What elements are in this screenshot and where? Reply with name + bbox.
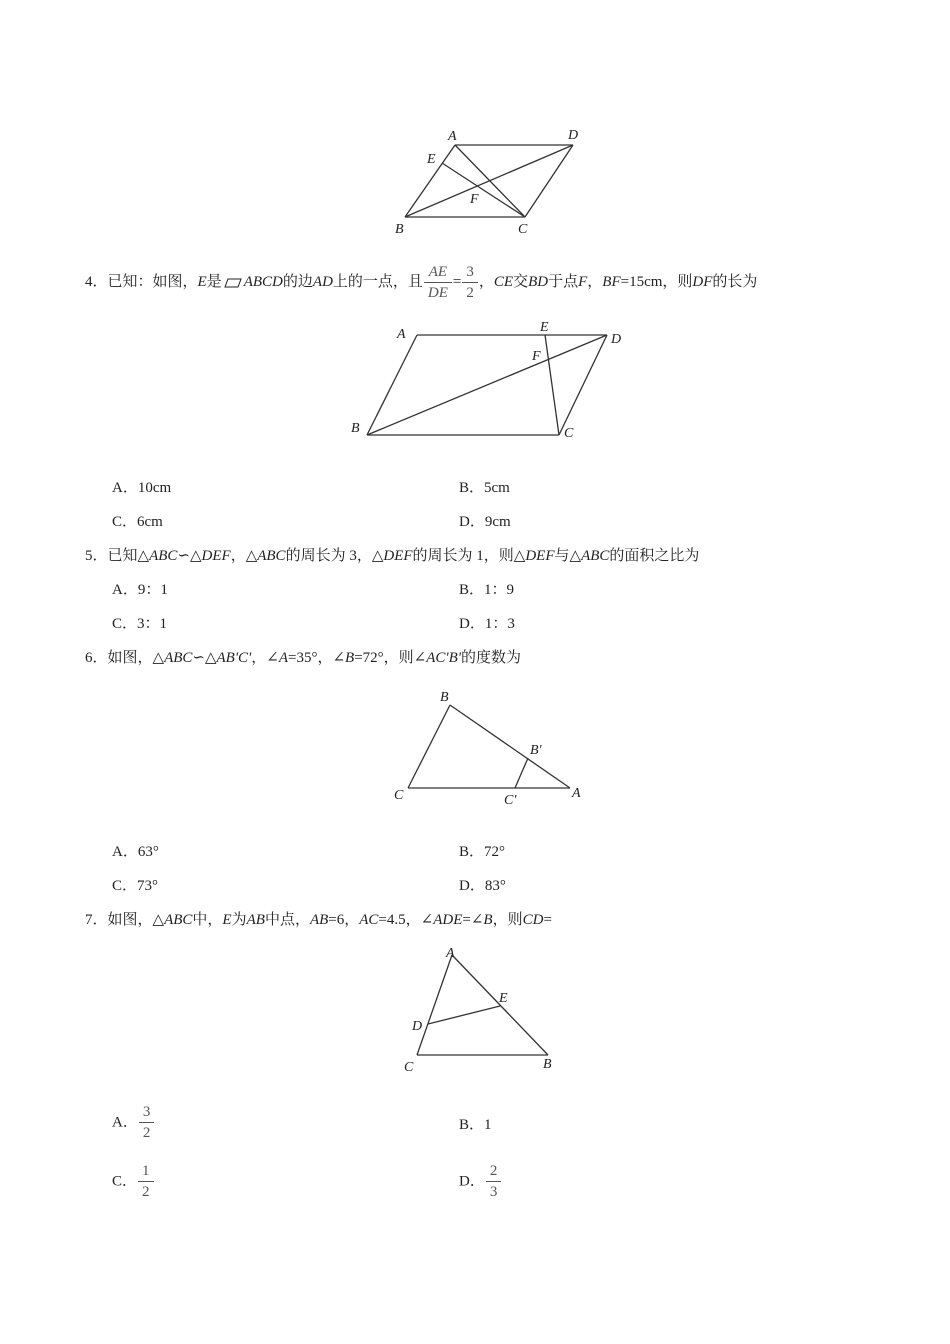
q5-option-c[interactable]: C．3：1 [112,616,168,632]
q7-option-a-fraction [141,1102,153,1143]
q4-text: 于点 [548,273,579,290]
fig1-label-d: D [568,128,579,143]
q6-text: 如图，△ [107,650,165,666]
q7-option-a[interactable] [112,1102,155,1143]
q4-text: =15cm，则 [620,273,693,290]
q5-text: 已知△ [107,548,150,564]
q5-option-b[interactable]: B．1：9 [459,582,515,598]
q4-option-a[interactable]: A．10cm [112,480,172,496]
fig1-label-b: B [395,222,404,237]
q7-option-b[interactable]: B．1 [459,1117,492,1133]
q6-fig-label-b: B [440,690,449,705]
q5-text: ∽△ [177,548,202,564]
q6-text: =72°，则∠ [354,650,427,666]
fig1-label-a: A [448,129,457,144]
q4-fig-label-c: C [564,426,574,441]
q5-option-a[interactable]: A．9：1 [112,582,168,598]
q6-option-a[interactable]: A．63° [112,844,159,860]
q7-number: 7． [85,912,108,928]
question-6 [85,648,521,668]
q7-option-c-fraction [140,1161,152,1202]
question-7 [85,910,552,930]
q6-text: =35°，∠ [288,650,346,666]
q4-figure [345,315,635,450]
q4-var: ABCD [243,273,283,290]
q7-option-d-denominator: 3 [489,1184,498,1200]
q4-value-numerator: 3 [466,264,474,280]
q7-text: =6， [328,912,360,928]
q5-var: DEF [201,548,231,564]
q4-var: AD [312,273,333,290]
q7-figure-svg [395,940,565,1080]
q6-text: 的度数为 [461,650,522,666]
q5-option-d[interactable]: D．1：3 [459,616,515,632]
q7-var: AB [309,912,329,928]
q7-option-d-fraction [488,1161,500,1202]
q5-text: ，△ [230,548,258,564]
q4-var: CE [493,273,514,290]
fig1-label-f: F [470,192,479,207]
q6-fig-label-b-prime: B′ [530,743,542,758]
fig1-label-c: C [518,222,528,237]
q6-var: ABC [164,650,193,666]
q7-fig-label-a: A [446,946,455,961]
q4-text: 是 [206,273,222,290]
q7-option-a-denominator: 2 [142,1125,151,1141]
q4-option-b[interactable]: B．5cm [459,480,510,496]
q7-text: = [543,912,552,928]
q7-var: ADE [433,912,463,928]
q4-value-denominator: 2 [466,285,474,301]
q4-text: ， [478,273,494,290]
q4-option-c[interactable]: C．6cm [112,514,163,530]
q7-option-a-prefix: A． [112,1114,138,1131]
q4-text: 的边 [282,273,313,290]
q4-var: BD [528,273,549,290]
q5-number: 5． [85,548,108,564]
parallelogram-icon [224,278,242,288]
q7-fig-label-e: E [499,991,508,1006]
q4-text: ， [587,273,603,290]
q6-option-d[interactable]: D．83° [459,878,506,894]
q7-option-d-prefix: D． [459,1173,485,1190]
q6-figure-svg [390,685,590,810]
q7-option-d-numerator: 2 [489,1163,498,1179]
q6-text: ∽△ [192,650,217,666]
q4-fig-label-f: F [532,349,541,364]
q4-fig-label-e: E [540,320,549,335]
q4-text: 已知：如图， [107,273,198,290]
q7-option-c-prefix: C． [112,1173,138,1190]
q7-text: 中点， [264,912,310,928]
q7-option-c[interactable] [112,1161,155,1202]
q7-var: B [483,912,493,928]
q5-text: 与△ [554,548,582,564]
q7-fig-label-c: C [404,1060,414,1075]
q4-figure-svg [345,315,635,445]
q5-var: DEF [525,548,555,564]
q6-text: ，∠ [251,650,279,666]
q4-fig-label-b: B [351,421,360,436]
q5-text: 的周长为 1，则△ [412,548,526,564]
q5-var: ABC [581,548,610,564]
q4-var: DF [692,273,713,290]
q7-var: AB [246,912,265,928]
q4-ratio-numerator: AE [428,264,448,280]
q4-fig-label-a: A [397,327,406,342]
q7-text: 中， [192,912,223,928]
q4-value-fraction [464,262,476,303]
q4-number: 4． [85,273,108,290]
q4-text: 的长为 [712,273,758,290]
q4-option-d[interactable]: D．9cm [459,514,511,530]
q7-text: ，则 [492,912,523,928]
q7-var: AC [359,912,379,928]
q6-var: A [278,650,289,666]
q7-figure [395,940,565,1085]
q6-number: 6． [85,650,108,666]
q7-fig-label-d: D [412,1019,423,1034]
q6-option-c[interactable]: C．73° [112,878,159,894]
q6-fig-label-c: C [394,788,404,803]
q4-ratio-fraction [426,262,450,303]
q5-var: DEF [383,548,413,564]
q7-option-d[interactable] [459,1161,502,1202]
q7-option-a-numerator: 3 [142,1104,151,1120]
q6-fig-label-a: A [572,786,581,801]
figure-1-svg [390,120,590,240]
q4-text: 上的一点，且 [332,273,423,290]
q5-text: 的面积之比为 [609,548,700,564]
q4-text: 交 [513,273,529,290]
q7-fig-label-b: B [543,1057,552,1072]
figure-1 [390,120,590,245]
fig1-label-e: E [427,152,436,167]
q4-equals: = [452,273,462,290]
q7-option-c-denominator: 2 [142,1184,150,1200]
q7-var: E [222,912,232,928]
q7-text: 为 [231,912,247,928]
q7-option-c-numerator: 1 [142,1163,150,1179]
q7-var: CD [522,912,544,928]
q6-var: AB'C' [216,650,252,666]
q7-var: ABC [164,912,193,928]
q6-option-b[interactable]: B．72° [459,844,506,860]
q4-var: E [197,273,207,290]
q6-fig-label-c-prime: C′ [504,793,517,808]
question-4 [85,262,757,303]
q6-var: B [345,650,355,666]
q5-text: 的周长为 3，△ [285,548,384,564]
q4-var: F [578,273,588,290]
q7-text: =4.5，∠ [378,912,434,928]
q6-var: AC'B' [426,650,461,666]
question-5 [85,546,699,566]
q5-var: ABC [257,548,286,564]
q7-text: 如图，△ [107,912,165,928]
q4-fig-label-d: D [611,332,622,347]
q4-var: BF [602,273,621,290]
q5-var: ABC [149,548,178,564]
q6-figure [390,685,590,815]
q7-text: =∠ [462,912,484,928]
q4-ratio-denominator: DE [427,285,448,301]
